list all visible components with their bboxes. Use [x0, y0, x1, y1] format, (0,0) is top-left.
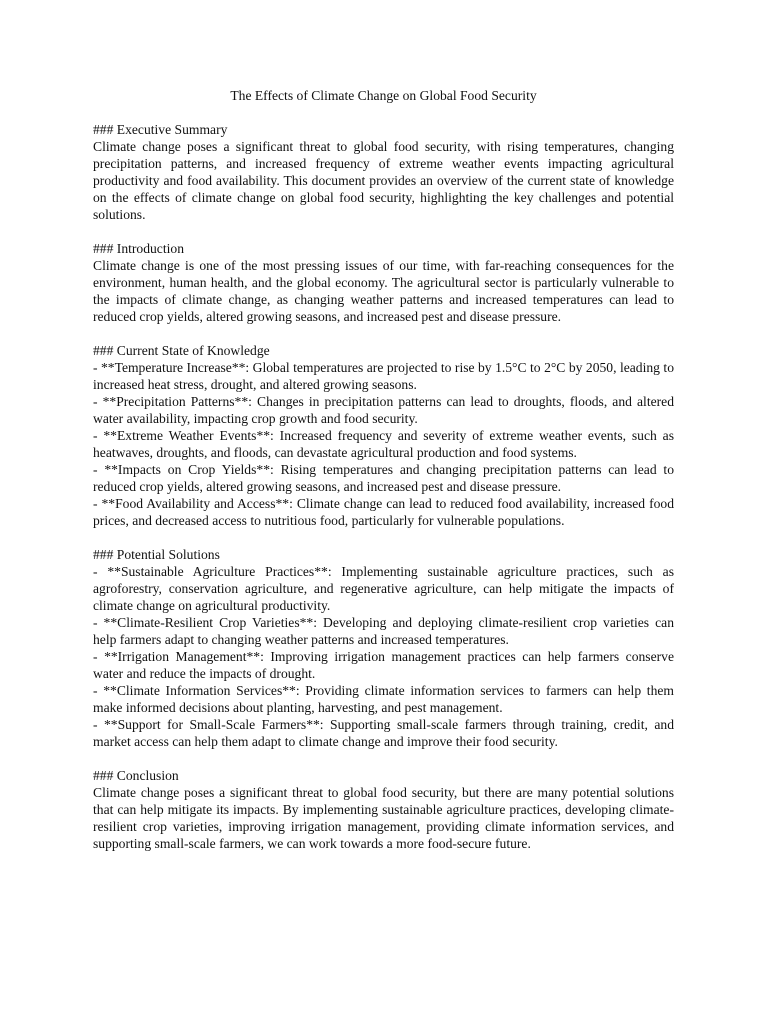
- section-introduction: [93, 240, 674, 325]
- section-executive-summary: [93, 121, 674, 223]
- list-item: - **Precipitation Patterns**: Changes in precipitation patterns can lead to droughts, floods, and altered water availability, impacting crop growth and food security.: [93, 394, 674, 426]
- section-current-state: [93, 342, 674, 529]
- section-heading: ### Potential Solutions: [93, 547, 220, 562]
- list-item: - **Impacts on Crop Yields**: Rising temperatures and changing precipitation patterns can lead to reduced crop yields, altered growing seasons, and increased pest and disease pressure.: [93, 462, 674, 494]
- section-heading: ### Executive Summary: [93, 122, 228, 137]
- list-item: - **Support for Small-Scale Farmers**: Supporting small-scale farmers through training, credit, and market access can help them adapt to climate change and improve their food security.: [93, 717, 674, 749]
- section-potential-solutions: [93, 546, 674, 750]
- section-paragraph: Climate change poses a significant threat to global food security, with rising temperatures, changing precipitation patterns, and increased frequency of extreme weather events impacting agricultural productivity and food availability. This document provides an overview of the current state of knowledge on the effects of climate change on global food security, highlighting the key challenges and potential solutions.: [93, 139, 674, 222]
- section-heading: ### Introduction: [93, 241, 184, 256]
- list-item: - **Irrigation Management**: Improving irrigation management practices can help farmers conserve water and reduce the impacts of drought.: [93, 649, 674, 681]
- section-heading: ### Conclusion: [93, 768, 179, 783]
- list-item: - **Climate Information Services**: Providing climate information services to farmers can help them make informed decisions about planting, harvesting, and pest management.: [93, 683, 674, 715]
- section-paragraph: Climate change poses a significant threat to global food security, but there are many potential solutions that can help mitigate its impacts. By implementing sustainable agriculture practices, developing climate-resilient crop varieties, improving irrigation management, providing climate information services, and supporting small-scale farmers, we can work towards a more food-secure future.: [93, 785, 674, 851]
- list-item: - **Climate-Resilient Crop Varieties**: Developing and deploying climate-resilient crop varieties can help farmers adapt to changing weather patterns and increased temperatures.: [93, 615, 674, 647]
- document-title: The Effects of Climate Change on Global Food Security: [230, 88, 537, 103]
- section-heading: ### Current State of Knowledge: [93, 343, 270, 358]
- list-item: - **Sustainable Agriculture Practices**: Implementing sustainable agriculture practices, such as agroforestry, conservation agriculture, and regenerative agriculture, can help mitigate the impacts of climate change on agricultural productivity.: [93, 564, 674, 613]
- list-item: - **Food Availability and Access**: Climate change can lead to reduced food availability, increased food prices, and decreased access to nutritious food, particularly for vulnerable populations.: [93, 496, 674, 528]
- section-conclusion: [93, 767, 674, 852]
- section-paragraph: Climate change is one of the most pressing issues of our time, with far-reaching consequences for the environment, human health, and the global economy. The agricultural sector is particularly vulnerable to the impacts of climate change, as changing weather patterns and increased temperatures can lead to reduced crop yields, altered growing seasons, and increased pest and disease pressure.: [93, 258, 674, 324]
- list-item: - **Extreme Weather Events**: Increased frequency and severity of extreme weather events, such as heatwaves, droughts, and floods, can devastate agricultural production and food systems.: [93, 428, 674, 460]
- list-item: - **Temperature Increase**: Global temperatures are projected to rise by 1.5°C to 2°C by 2050, leading to increased heat stress, drought, and altered growing seasons.: [93, 360, 674, 392]
- document-page: [93, 87, 674, 869]
